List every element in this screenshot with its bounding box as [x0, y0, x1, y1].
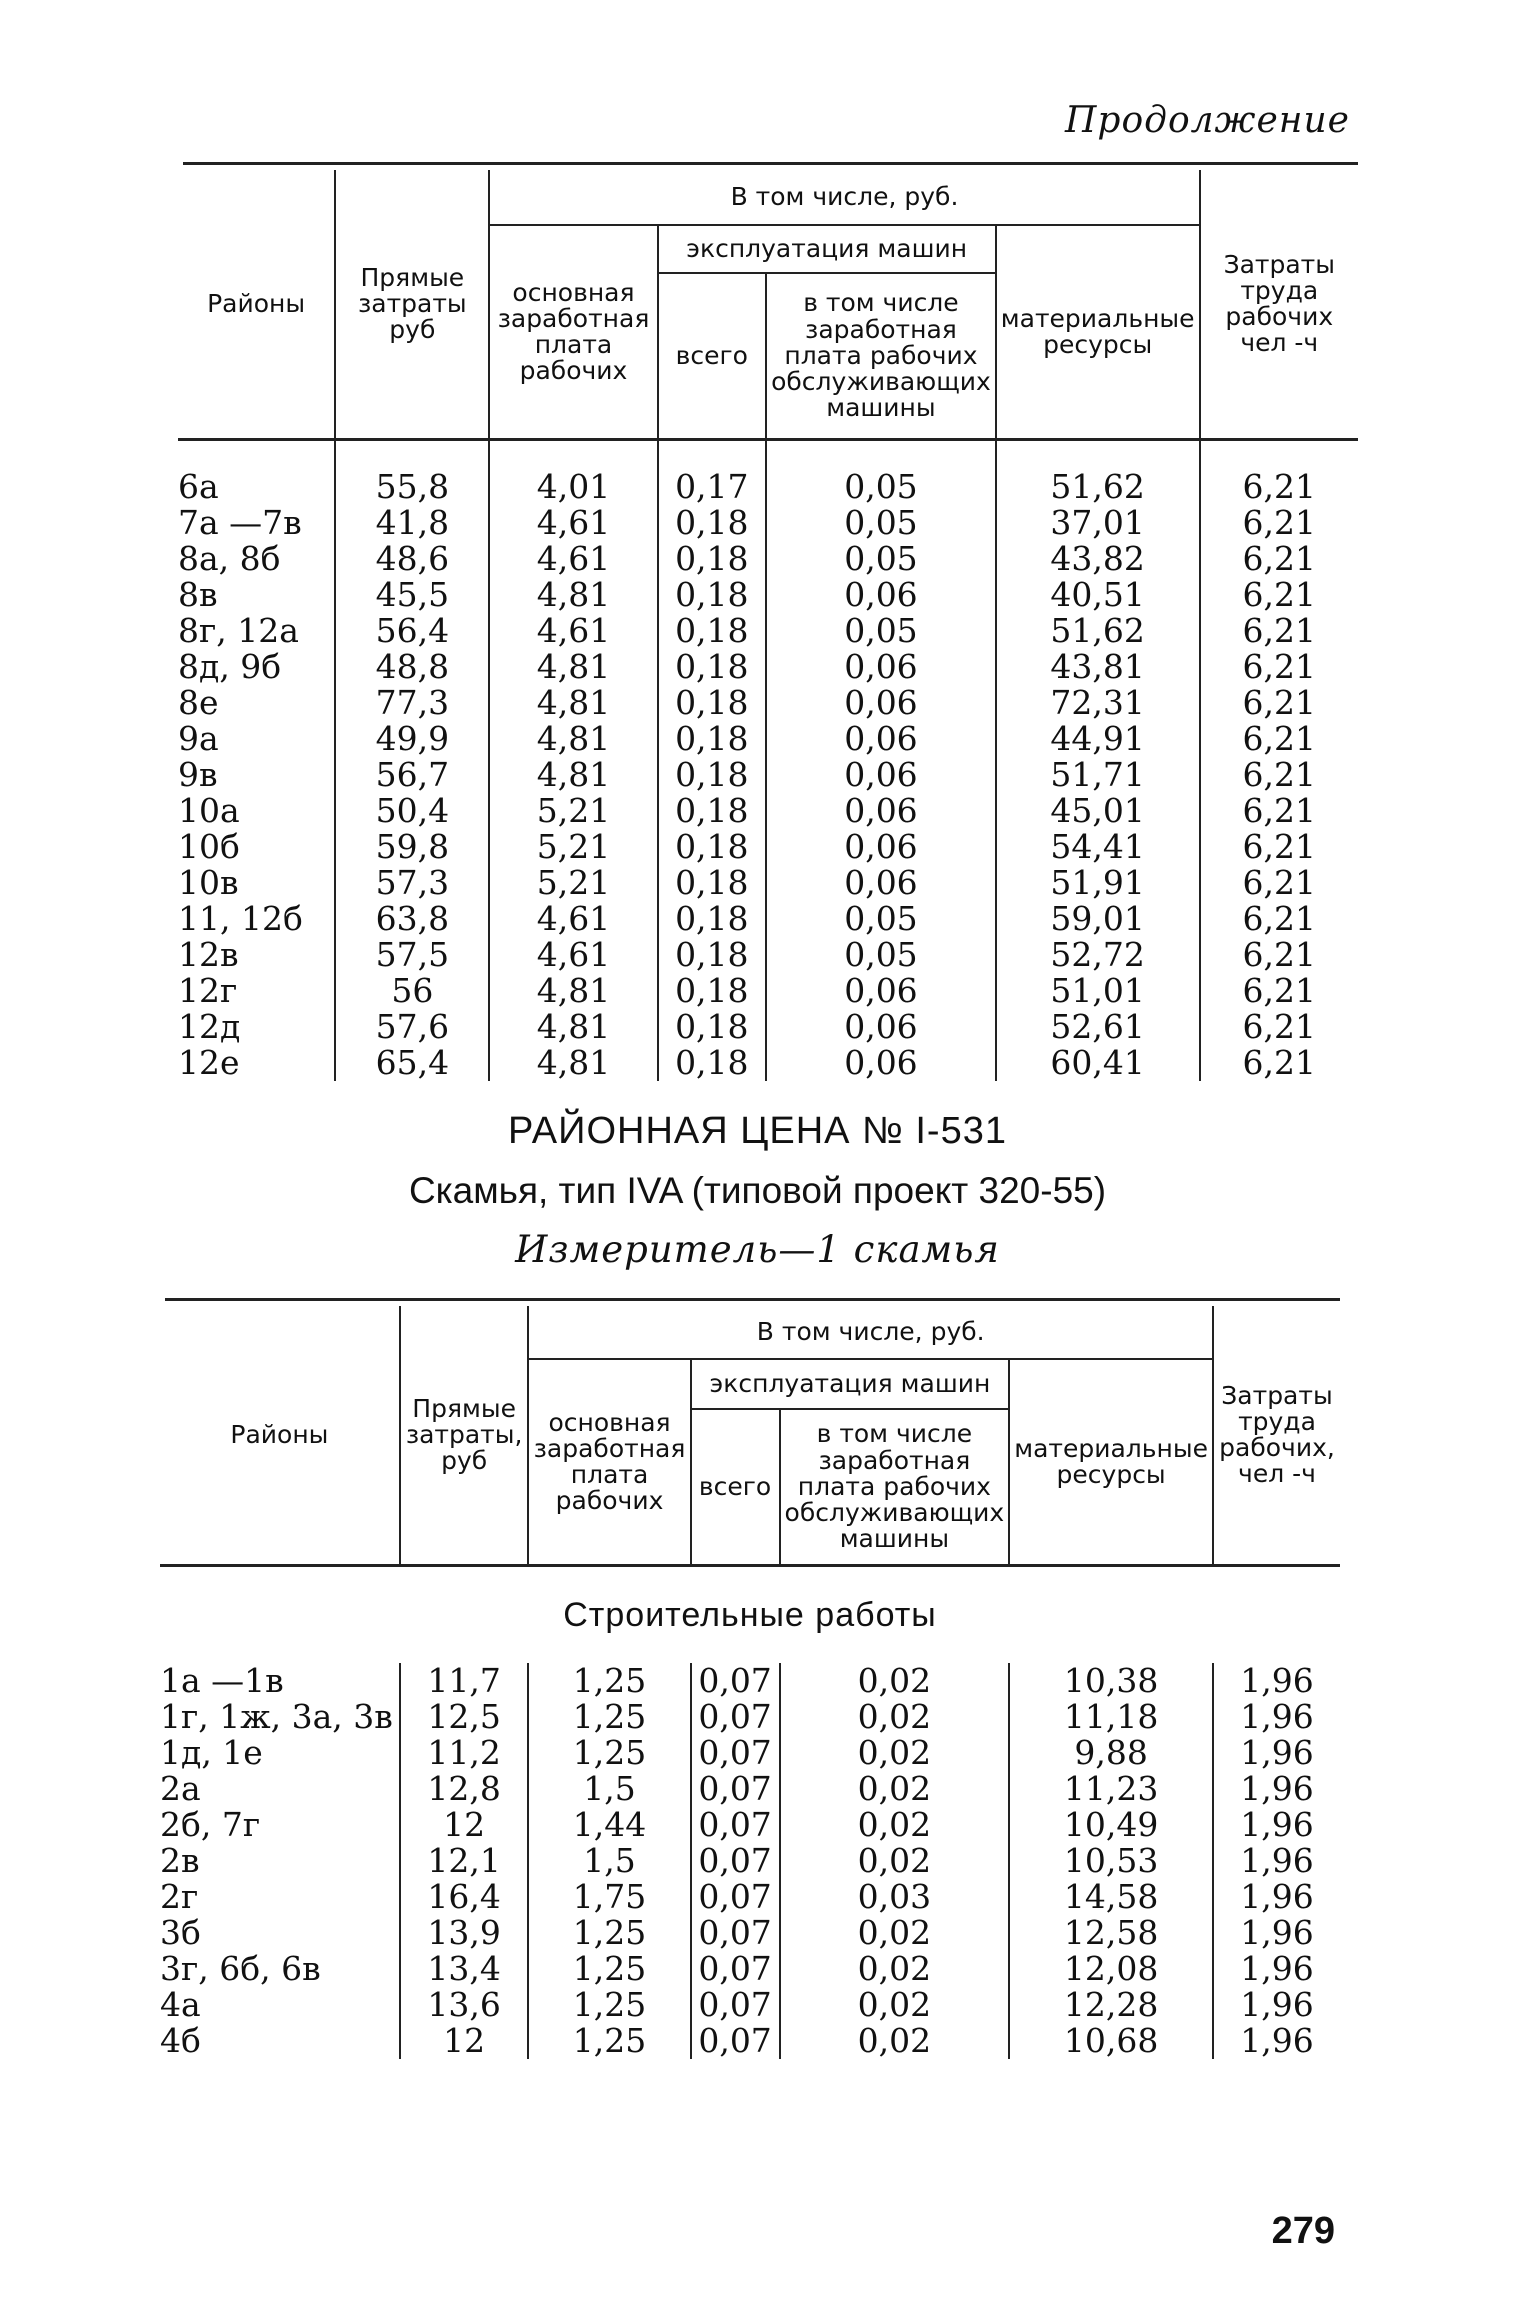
cell-machines-total: 0,18 [658, 1009, 767, 1045]
table-row [178, 793, 1358, 829]
cell-wages: 4,81 [489, 721, 657, 757]
cell-wages: 1,25 [528, 1699, 690, 1735]
cell-materials: 9,88 [1009, 1735, 1213, 1771]
cell-labor: 1,96 [1213, 1879, 1340, 1915]
cell-district: 12в [178, 935, 239, 974]
cell-materials: 51,91 [996, 865, 1200, 901]
cell-direct-costs: 55,8 [335, 469, 489, 505]
cell-machine-wages: 0,06 [766, 1045, 996, 1081]
cell-machines-total: 0,18 [658, 613, 767, 649]
cell-direct-costs: 13,6 [400, 1987, 529, 2023]
cell-wages: 1,25 [528, 1915, 690, 1951]
cell-direct-costs: 12,1 [400, 1843, 529, 1879]
cell-machines-total: 0,07 [691, 1735, 780, 1771]
table2-header [160, 1306, 1340, 1566]
cell-labor: 6,21 [1200, 973, 1358, 1009]
cell-machine-wages: 0,06 [766, 829, 996, 865]
table-row [178, 505, 1358, 541]
header-including: В том числе, руб. [489, 170, 1199, 225]
cell-wages: 1,75 [528, 1879, 690, 1915]
cell-machines-total: 0,18 [658, 649, 767, 685]
continuation-label: Продолжение [1065, 100, 1350, 141]
cell-district: 4б [160, 2021, 201, 2060]
table-row [160, 1663, 1340, 1699]
cell-wages: 1,25 [528, 1951, 690, 1987]
cell-materials: 14,58 [1009, 1879, 1213, 1915]
cell-machines-total: 0,07 [691, 1699, 780, 1735]
table-row [160, 1735, 1340, 1771]
cell-direct-costs: 11,2 [400, 1735, 529, 1771]
cell-materials: 51,62 [996, 613, 1200, 649]
cell-machines-total: 0,18 [658, 505, 767, 541]
page-number: 279 [1271, 2210, 1335, 2252]
table-row [160, 1951, 1340, 1987]
cell-machines-total: 0,07 [691, 2023, 780, 2059]
cell-materials: 40,51 [996, 577, 1200, 613]
cell-machine-wages: 0,02 [780, 1843, 1010, 1879]
cell-machines-total: 0,18 [658, 865, 767, 901]
header-direct-costs: Прямые затраты руб [335, 170, 489, 440]
header-machine-wages: в том числе заработная плата рабочих обслуживающих машины [766, 273, 996, 440]
cell-machines-total: 0,07 [691, 1879, 780, 1915]
cell-wages: 4,61 [489, 541, 657, 577]
header-wages: основная заработная плата рабочих [528, 1359, 690, 1566]
cell-machine-wages: 0,06 [766, 865, 996, 901]
unit-label: Измеритель—1 скамья [515, 1228, 1000, 1271]
cell-direct-costs: 13,9 [400, 1915, 529, 1951]
cell-direct-costs: 57,6 [335, 1009, 489, 1045]
cell-labor: 1,96 [1213, 1915, 1340, 1951]
cell-machines-total: 0,07 [691, 1843, 780, 1879]
table-row [178, 469, 1358, 505]
cell-labor: 6,21 [1200, 829, 1358, 865]
cell-machines-total: 0,18 [658, 901, 767, 937]
cell-machines-total: 0,18 [658, 757, 767, 793]
cell-machines-total: 0,18 [658, 721, 767, 757]
cell-machines-total: 0,18 [658, 1045, 767, 1081]
cell-machines-total: 0,07 [691, 1951, 780, 1987]
header-labor: Затраты труда рабочих, чел -ч [1213, 1306, 1340, 1566]
cell-district: 3г, 6б, 6в [160, 1949, 321, 1988]
table-row [178, 1045, 1358, 1081]
cell-machines-total: 0,18 [658, 577, 767, 613]
cell-wages: 4,61 [489, 613, 657, 649]
table1-body [178, 440, 1358, 1082]
cell-wages: 5,21 [489, 793, 657, 829]
cell-labor: 6,21 [1200, 613, 1358, 649]
cell-direct-costs: 57,3 [335, 865, 489, 901]
table-row [160, 2023, 1340, 2059]
header-machine-operation: эксплуатация машин [691, 1359, 1010, 1409]
table-row [178, 937, 1358, 973]
cell-wages: 4,01 [489, 469, 657, 505]
cell-labor: 6,21 [1200, 469, 1358, 505]
cell-wages: 4,81 [489, 649, 657, 685]
header-materials: материальные ресурсы [1009, 1359, 1213, 1566]
cell-labor: 6,21 [1200, 901, 1358, 937]
cell-machine-wages: 0,02 [780, 1663, 1010, 1699]
cell-machine-wages: 0,02 [780, 1735, 1010, 1771]
cell-machines-total: 0,07 [691, 1771, 780, 1807]
cell-direct-costs: 50,4 [335, 793, 489, 829]
cell-materials: 54,41 [996, 829, 1200, 865]
cell-wages: 1,25 [528, 2023, 690, 2059]
cell-wages: 4,81 [489, 1045, 657, 1081]
cell-district: 1г, 1ж, 3а, 3в [160, 1697, 393, 1736]
cell-labor: 6,21 [1200, 649, 1358, 685]
cell-labor: 6,21 [1200, 505, 1358, 541]
header-machines-total: всего [691, 1409, 780, 1566]
cell-machine-wages: 0,06 [766, 1009, 996, 1045]
cell-direct-costs: 11,7 [400, 1663, 529, 1699]
cell-wages: 4,61 [489, 901, 657, 937]
header-materials: материальные ресурсы [996, 225, 1200, 440]
cell-machine-wages: 0,06 [766, 793, 996, 829]
cell-district: 10в [178, 863, 239, 902]
header-district: Районы [160, 1306, 400, 1566]
price-title: РАЙОННАЯ ЦЕНА № I-531 [508, 1110, 1007, 1152]
cell-district: 9а [178, 719, 219, 758]
cell-wages: 5,21 [489, 829, 657, 865]
table2-top-rule [165, 1298, 1340, 1301]
cell-direct-costs: 57,5 [335, 937, 489, 973]
cell-materials: 51,01 [996, 973, 1200, 1009]
table-row [160, 1843, 1340, 1879]
cell-labor: 1,96 [1213, 2023, 1340, 2059]
cell-wages: 1,25 [528, 1663, 690, 1699]
table1-top-rule [183, 162, 1358, 165]
cell-materials: 11,23 [1009, 1771, 1213, 1807]
cell-labor: 6,21 [1200, 685, 1358, 721]
table-row [160, 1915, 1340, 1951]
cell-machine-wages: 0,02 [780, 1915, 1010, 1951]
header-machine-wages: в том числе заработная плата рабочих обслуживающих машины [780, 1409, 1010, 1566]
cell-direct-costs: 48,6 [335, 541, 489, 577]
table1-header [178, 170, 1358, 440]
cell-district: 4а [160, 1985, 201, 2024]
cell-direct-costs: 12,5 [400, 1699, 529, 1735]
table-row [160, 1879, 1340, 1915]
section-label: Строительные работы [563, 1596, 937, 1634]
cell-labor: 6,21 [1200, 757, 1358, 793]
cell-machine-wages: 0,06 [766, 577, 996, 613]
cell-direct-costs: 13,4 [400, 1951, 529, 1987]
cell-district: 12е [178, 1043, 240, 1082]
cell-machines-total: 0,18 [658, 685, 767, 721]
cell-materials: 43,81 [996, 649, 1200, 685]
table-row [178, 685, 1358, 721]
cell-wages: 4,81 [489, 757, 657, 793]
cell-materials: 12,58 [1009, 1915, 1213, 1951]
cell-direct-costs: 56,7 [335, 757, 489, 793]
table-row [178, 613, 1358, 649]
cell-district: 8е [178, 683, 219, 722]
table-row [178, 829, 1358, 865]
cell-labor: 1,96 [1213, 1843, 1340, 1879]
cell-labor: 1,96 [1213, 1699, 1340, 1735]
cell-materials: 11,18 [1009, 1699, 1213, 1735]
cell-machines-total: 0,18 [658, 541, 767, 577]
table-row [178, 973, 1358, 1009]
cell-machine-wages: 0,05 [766, 613, 996, 649]
cell-machines-total: 0,18 [658, 829, 767, 865]
cell-materials: 72,31 [996, 685, 1200, 721]
cell-machine-wages: 0,06 [766, 973, 996, 1009]
cell-materials: 12,08 [1009, 1951, 1213, 1987]
table-row [160, 1699, 1340, 1735]
cell-direct-costs: 45,5 [335, 577, 489, 613]
cell-district: 9в [178, 755, 218, 794]
cell-district: 7а —7в [178, 503, 302, 542]
cell-materials: 52,61 [996, 1009, 1200, 1045]
cell-materials: 10,38 [1009, 1663, 1213, 1699]
cell-machines-total: 0,18 [658, 973, 767, 1009]
cell-labor: 6,21 [1200, 1009, 1358, 1045]
table-row [178, 649, 1358, 685]
cell-machines-total: 0,07 [691, 1915, 780, 1951]
cell-materials: 44,91 [996, 721, 1200, 757]
cell-district: 12г [178, 971, 238, 1010]
cell-direct-costs: 65,4 [335, 1045, 489, 1081]
cell-district: 2а [160, 1769, 201, 1808]
cell-direct-costs: 63,8 [335, 901, 489, 937]
cell-district: 12д [178, 1007, 241, 1046]
cell-machine-wages: 0,02 [780, 1771, 1010, 1807]
cell-wages: 1,44 [528, 1807, 690, 1843]
cell-labor: 1,96 [1213, 1735, 1340, 1771]
cell-machine-wages: 0,06 [766, 757, 996, 793]
cell-materials: 60,41 [996, 1045, 1200, 1081]
cell-labor: 6,21 [1200, 865, 1358, 901]
cell-wages: 4,81 [489, 685, 657, 721]
cell-materials: 10,68 [1009, 2023, 1213, 2059]
cell-district: 11, 12б [178, 899, 303, 938]
cell-labor: 6,21 [1200, 937, 1358, 973]
item-title: Скамья, тип IVA (типовой проект 320-55) [408, 1170, 1107, 1211]
cell-materials: 51,71 [996, 757, 1200, 793]
cell-labor: 1,96 [1213, 1807, 1340, 1843]
cell-direct-costs: 16,4 [400, 1879, 529, 1915]
cell-direct-costs: 48,8 [335, 649, 489, 685]
cell-wages: 4,61 [489, 505, 657, 541]
cell-wages: 4,61 [489, 937, 657, 973]
cell-labor: 6,21 [1200, 793, 1358, 829]
cell-wages: 4,81 [489, 577, 657, 613]
cell-direct-costs: 12 [400, 2023, 529, 2059]
price-table-2 [160, 1306, 1340, 2059]
table-row [178, 577, 1358, 613]
cell-direct-costs: 56,4 [335, 613, 489, 649]
cell-machines-total: 0,07 [691, 1807, 780, 1843]
cell-direct-costs: 56 [335, 973, 489, 1009]
cell-wages: 4,81 [489, 973, 657, 1009]
cell-materials: 59,01 [996, 901, 1200, 937]
table-row [160, 1807, 1340, 1843]
table-row [178, 865, 1358, 901]
table-row [178, 541, 1358, 577]
table2-body [160, 1566, 1340, 2060]
cell-machine-wages: 0,05 [766, 937, 996, 973]
cell-machine-wages: 0,03 [780, 1879, 1010, 1915]
cell-machines-total: 0,07 [691, 1987, 780, 2023]
cell-machine-wages: 0,05 [766, 505, 996, 541]
cell-materials: 10,49 [1009, 1807, 1213, 1843]
cell-direct-costs: 12,8 [400, 1771, 529, 1807]
cell-machines-total: 0,18 [658, 937, 767, 973]
header-machine-operation: эксплуатация машин [658, 225, 996, 273]
table-row [160, 1987, 1340, 2023]
cell-machines-total: 0,07 [691, 1663, 780, 1699]
cell-district: 10а [178, 791, 240, 830]
cell-machines-total: 0,17 [658, 469, 767, 505]
cell-materials: 45,01 [996, 793, 1200, 829]
cell-district: 1д, 1е [160, 1733, 263, 1772]
header-machines-total: всего [658, 273, 767, 440]
cell-labor: 6,21 [1200, 577, 1358, 613]
price-table-1 [178, 170, 1358, 1081]
cell-district: 2б, 7г [160, 1805, 261, 1844]
cell-district: 8а, 8б [178, 539, 281, 578]
cell-district: 8г, 12а [178, 611, 299, 650]
cell-labor: 1,96 [1213, 1951, 1340, 1987]
cell-labor: 6,21 [1200, 541, 1358, 577]
header-district: Районы [178, 170, 335, 440]
cell-materials: 43,82 [996, 541, 1200, 577]
cell-machine-wages: 0,06 [766, 685, 996, 721]
cell-wages: 1,5 [528, 1843, 690, 1879]
cell-district: 8в [178, 575, 218, 614]
cell-direct-costs: 41,8 [335, 505, 489, 541]
cell-wages: 1,5 [528, 1771, 690, 1807]
cell-materials: 52,72 [996, 937, 1200, 973]
cell-wages: 1,25 [528, 1987, 690, 2023]
cell-machine-wages: 0,02 [780, 1699, 1010, 1735]
cell-materials: 10,53 [1009, 1843, 1213, 1879]
cell-materials: 51,62 [996, 469, 1200, 505]
table-row [178, 721, 1358, 757]
header-labor: Затраты труда рабочих чел -ч [1200, 170, 1358, 440]
header-direct-costs: Прямые затраты, руб [400, 1306, 529, 1566]
table-row [178, 1009, 1358, 1045]
cell-district: 2г [160, 1877, 199, 1916]
cell-labor: 1,96 [1213, 1987, 1340, 2023]
cell-direct-costs: 12 [400, 1807, 529, 1843]
cell-machine-wages: 0,02 [780, 2023, 1010, 2059]
cell-machine-wages: 0,02 [780, 1807, 1010, 1843]
cell-district: 10б [178, 827, 240, 866]
header-including: В том числе, руб. [528, 1306, 1213, 1359]
cell-district: 6а [178, 467, 219, 506]
table-row [160, 1771, 1340, 1807]
cell-machine-wages: 0,05 [766, 901, 996, 937]
cell-direct-costs: 59,8 [335, 829, 489, 865]
cell-labor: 6,21 [1200, 1045, 1358, 1081]
cell-labor: 1,96 [1213, 1771, 1340, 1807]
table-row [178, 901, 1358, 937]
header-wages: основная заработная плата рабочих [489, 225, 657, 440]
cell-machine-wages: 0,02 [780, 1987, 1010, 2023]
cell-machine-wages: 0,05 [766, 541, 996, 577]
table-row [178, 757, 1358, 793]
cell-direct-costs: 77,3 [335, 685, 489, 721]
cell-machine-wages: 0,06 [766, 649, 996, 685]
cell-labor: 6,21 [1200, 721, 1358, 757]
cell-wages: 5,21 [489, 865, 657, 901]
cell-materials: 37,01 [996, 505, 1200, 541]
cell-machine-wages: 0,05 [766, 469, 996, 505]
cell-machines-total: 0,18 [658, 793, 767, 829]
cell-wages: 4,81 [489, 1009, 657, 1045]
cell-district: 2в [160, 1841, 200, 1880]
cell-district: 1а —1в [160, 1661, 284, 1700]
cell-wages: 1,25 [528, 1735, 690, 1771]
cell-district: 3б [160, 1913, 201, 1952]
cell-direct-costs: 49,9 [335, 721, 489, 757]
cell-district: 8д, 9б [178, 647, 282, 686]
cell-materials: 12,28 [1009, 1987, 1213, 2023]
cell-machine-wages: 0,02 [780, 1951, 1010, 1987]
cell-labor: 1,96 [1213, 1663, 1340, 1699]
cell-machine-wages: 0,06 [766, 721, 996, 757]
